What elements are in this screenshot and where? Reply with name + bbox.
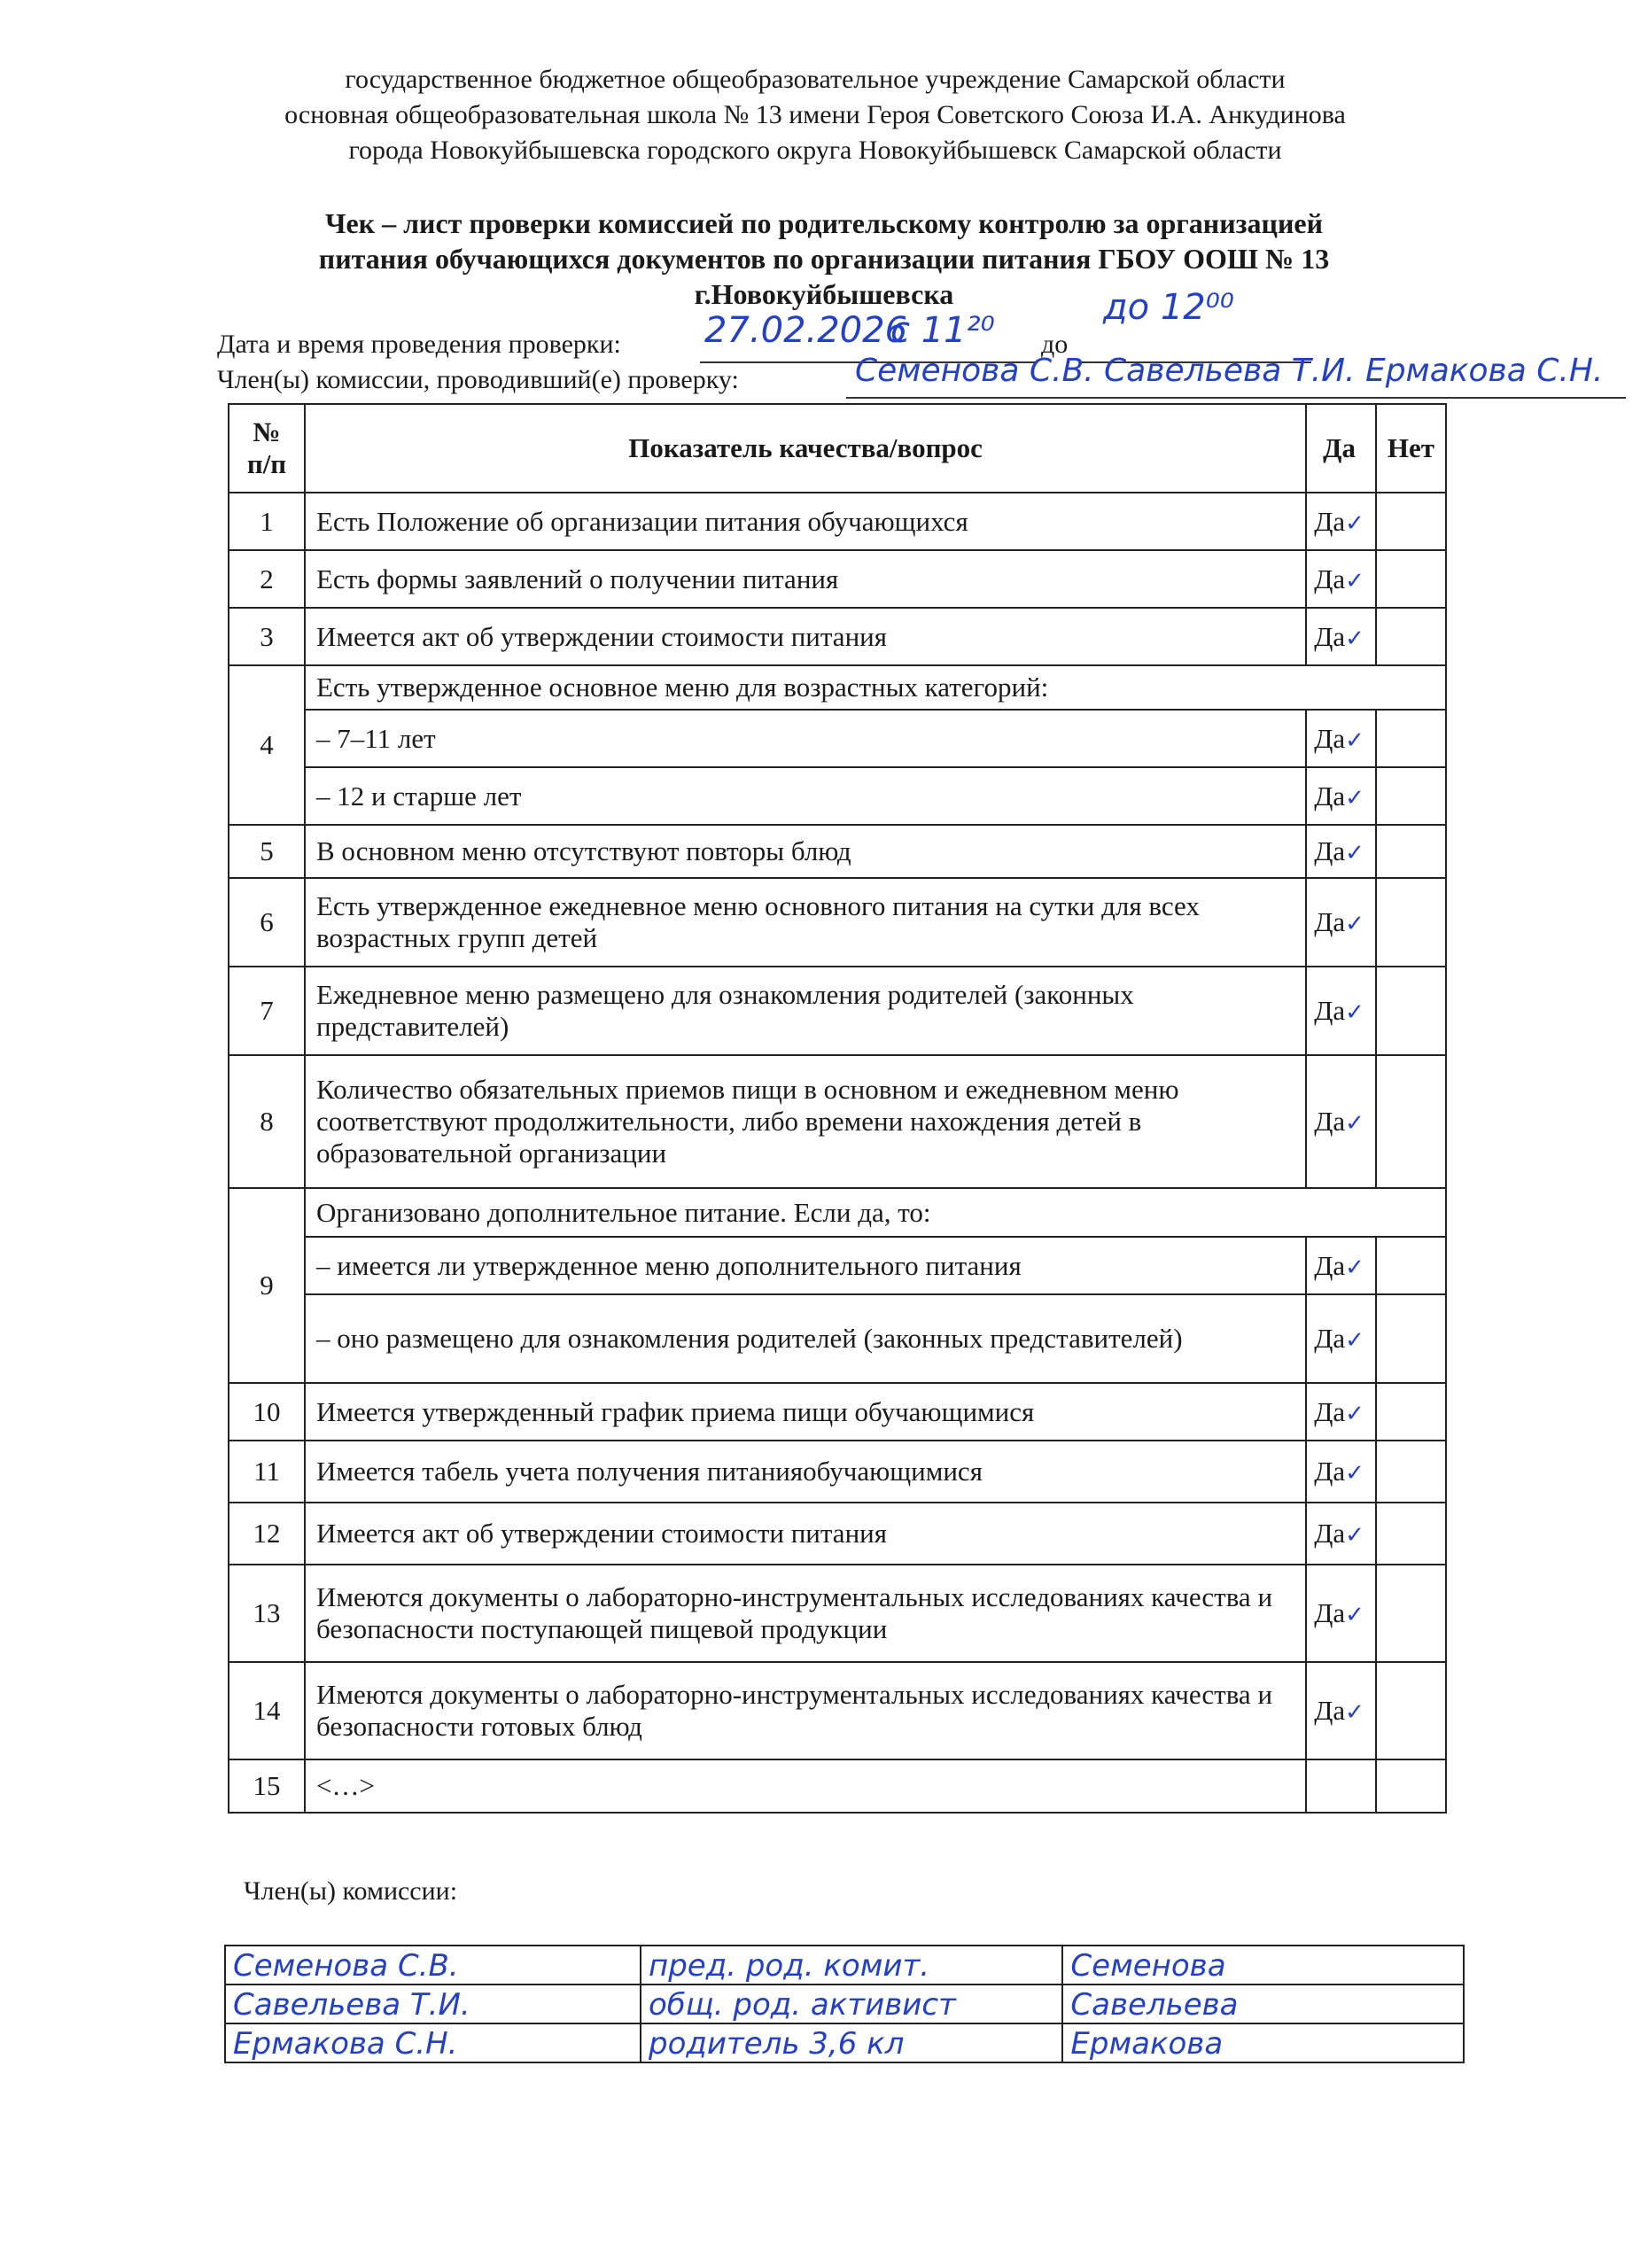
- footer-members-label: Член(ы) комиссии:: [244, 1876, 458, 1906]
- date-handwritten: 27.02.2026: [704, 310, 908, 351]
- checklist-table: [228, 403, 1447, 1814]
- answer-yes: Да✓: [1306, 967, 1376, 1055]
- table-row: [229, 1055, 1446, 1188]
- signature-name: Ермакова С.Н.: [225, 2023, 641, 2062]
- answer-yes: Да✓: [1306, 550, 1376, 608]
- answer-yes: Да✓: [1306, 608, 1376, 665]
- answer-yes: Да✓: [1306, 493, 1376, 550]
- table-row: [229, 550, 1446, 608]
- table-row: [229, 1188, 1446, 1237]
- row-question: Ежедневное меню размещено для ознакомления родителей (законных представителей): [305, 967, 1306, 1055]
- answer-yes: Да✓: [1306, 1662, 1376, 1759]
- row-number: 12: [229, 1503, 305, 1565]
- row-number: 7: [229, 967, 305, 1055]
- title-line-2: питания обучающихся документов по организации питания ГБОУ ООШ № 13: [318, 243, 1330, 275]
- signature-role: родитель 3,6 кл: [641, 2023, 1062, 2062]
- signature-row: [225, 2023, 1464, 2062]
- answer-yes: Да✓: [1306, 767, 1376, 825]
- row-question: Имеются документы о лабораторно-инструментальных исследованиях качества и безопасности поступающей пищевой продукции: [305, 1565, 1306, 1662]
- row-question: Есть Положение об организации питания обучающихся: [305, 493, 1306, 550]
- row-number: 15: [229, 1759, 305, 1813]
- signature-sign: Савельева: [1062, 1984, 1464, 2023]
- table-header-row: [229, 404, 1446, 493]
- signature-row: [225, 1984, 1464, 2023]
- date-label: Дата и время проведения проверки:: [217, 330, 621, 359]
- header-line-2: основная общеобразовательная школа № 13 имени Героя Советского Союза И.А. Анкудинова: [284, 100, 1346, 129]
- answer-no: [1376, 767, 1446, 825]
- signature-table: [224, 1945, 1465, 2063]
- answer-no: [1376, 1503, 1446, 1565]
- table-row: [229, 1662, 1446, 1759]
- table-row: [229, 1565, 1446, 1662]
- answer-no: [1376, 1759, 1446, 1813]
- answer-yes: Да✓: [1306, 1503, 1376, 1565]
- row-question: Есть утвержденное ежедневное меню основного питания на сутки для всех возрастных групп детей: [305, 878, 1306, 967]
- row-question: В основном меню отсутствуют повторы блюд: [305, 825, 1306, 878]
- row-subquestion: – имеется ли утвержденное меню дополнительного питания: [305, 1237, 1306, 1294]
- signature-sign: Ермакова: [1062, 2023, 1464, 2062]
- signature-name: Семенова С.В.: [225, 1946, 641, 1984]
- row-number: 10: [229, 1383, 305, 1441]
- check-members-row: [217, 353, 1604, 395]
- row-number: 4: [229, 665, 305, 825]
- table-row: [229, 967, 1446, 1055]
- answer-yes: [1306, 1759, 1376, 1813]
- row-question: Имеются документы о лабораторно-инструментальных исследованиях качества и безопасности готовых блюд: [305, 1662, 1306, 1759]
- row-number: 14: [229, 1662, 305, 1759]
- row-number: 3: [229, 608, 305, 665]
- table-row: [229, 1383, 1446, 1441]
- table-subrow: [229, 1237, 1446, 1294]
- signature-role: общ. род. активист: [641, 1984, 1062, 2023]
- row-question: Есть формы заявлений о получении питания: [305, 550, 1306, 608]
- answer-no: [1376, 1565, 1446, 1662]
- answer-yes: Да✓: [1306, 710, 1376, 767]
- answer-no: [1376, 1441, 1446, 1503]
- title-line-3: г.Новокуйбышевска: [694, 278, 954, 310]
- row-question: Организовано дополнительное питание. Если да, то:: [305, 1188, 1446, 1237]
- answer-yes: Да✓: [1306, 1237, 1376, 1294]
- header-line-1: государственное бюджетное общеобразовательное учреждение Самарской области: [345, 65, 1286, 94]
- header-question: Показатель качества/вопрос: [305, 404, 1306, 493]
- table-row: [229, 878, 1446, 967]
- table-row: [229, 493, 1446, 550]
- row-number: 5: [229, 825, 305, 878]
- header-no: Нет: [1376, 404, 1446, 493]
- row-question: Имеется табель учета получения питанияобучающимися: [305, 1441, 1306, 1503]
- row-number: 9: [229, 1188, 305, 1383]
- row-question: Есть утвержденное основное меню для возрастных категорий:: [305, 665, 1446, 710]
- answer-yes: Да✓: [1306, 1294, 1376, 1383]
- header-line-3: города Новокуйбышевска городского округа Новокуйбышевск Самарской области: [348, 136, 1282, 165]
- table-row: [229, 1503, 1446, 1565]
- answer-no: [1376, 967, 1446, 1055]
- row-question: Имеется утвержденный график приема пищи обучающимися: [305, 1383, 1306, 1441]
- row-question: Имеется акт об утверждении стоимости питания: [305, 1503, 1306, 1565]
- table-row: [229, 1441, 1446, 1503]
- signature-sign: Семенова: [1062, 1946, 1464, 1984]
- signature-role: пред. род. комит.: [641, 1946, 1062, 1984]
- answer-no: [1376, 1383, 1446, 1441]
- answer-no: [1376, 608, 1446, 665]
- row-question: Количество обязательных приемов пищи в основном и ежедневном меню соответствуют продолжительности, либо времени нахождения детей в образовательной организации: [305, 1055, 1306, 1188]
- answer-no: [1376, 493, 1446, 550]
- answer-yes: Да✓: [1306, 1055, 1376, 1188]
- answer-no: [1376, 878, 1446, 967]
- header-num: № п/п: [229, 404, 305, 493]
- table-row: [229, 608, 1446, 665]
- answer-yes: Да✓: [1306, 825, 1376, 878]
- table-row: [229, 665, 1446, 710]
- answer-no: [1376, 1055, 1446, 1188]
- from-time-handwritten: с 11²⁰: [890, 310, 995, 351]
- answer-no: [1376, 1237, 1446, 1294]
- signature-row: [225, 1946, 1464, 1984]
- table-subrow: [229, 767, 1446, 825]
- row-number: 8: [229, 1055, 305, 1188]
- answer-no: [1376, 825, 1446, 878]
- header-yes: Да: [1306, 404, 1376, 493]
- answer-no: [1376, 1662, 1446, 1759]
- row-number: 6: [229, 878, 305, 967]
- row-number: 13: [229, 1565, 305, 1662]
- row-question: Имеется акт об утверждении стоимости питания: [305, 608, 1306, 665]
- members-handwritten: Семенова С.В. Савельева Т.И. Ермакова С.Н.: [855, 353, 1604, 389]
- row-question: <…>: [305, 1759, 1306, 1813]
- institution-header: [204, 62, 1426, 168]
- to-time-handwritten: до 12⁰⁰: [1103, 287, 1234, 328]
- row-number: 2: [229, 550, 305, 608]
- answer-yes: Да✓: [1306, 878, 1376, 967]
- table-subrow: [229, 710, 1446, 767]
- answer-no: [1376, 550, 1446, 608]
- answer-no: [1376, 710, 1446, 767]
- row-subquestion: – оно размещено для ознакомления родителей (законных представителей): [305, 1294, 1306, 1383]
- answer-yes: Да✓: [1306, 1565, 1376, 1662]
- answer-yes: Да✓: [1306, 1441, 1376, 1503]
- row-subquestion: – 7–11 лет: [305, 710, 1306, 767]
- table-subrow: [229, 1294, 1446, 1383]
- answer-no: [1376, 1294, 1446, 1383]
- table-row: [229, 825, 1446, 878]
- members-label: Член(ы) комиссии, проводивший(е) проверку:: [217, 365, 739, 394]
- row-number: 1: [229, 493, 305, 550]
- row-number: 11: [229, 1441, 305, 1503]
- table-row: [229, 1759, 1446, 1813]
- signature-name: Савельева Т.И.: [225, 1984, 641, 2023]
- document-title: [222, 206, 1426, 312]
- members-underline: [846, 397, 1626, 399]
- row-subquestion: – 12 и старше лет: [305, 767, 1306, 825]
- title-line-1: Чек – лист проверки комиссией по родительскому контролю за организацией: [324, 207, 1324, 239]
- to-label: до: [1041, 330, 1069, 359]
- answer-yes: Да✓: [1306, 1383, 1376, 1441]
